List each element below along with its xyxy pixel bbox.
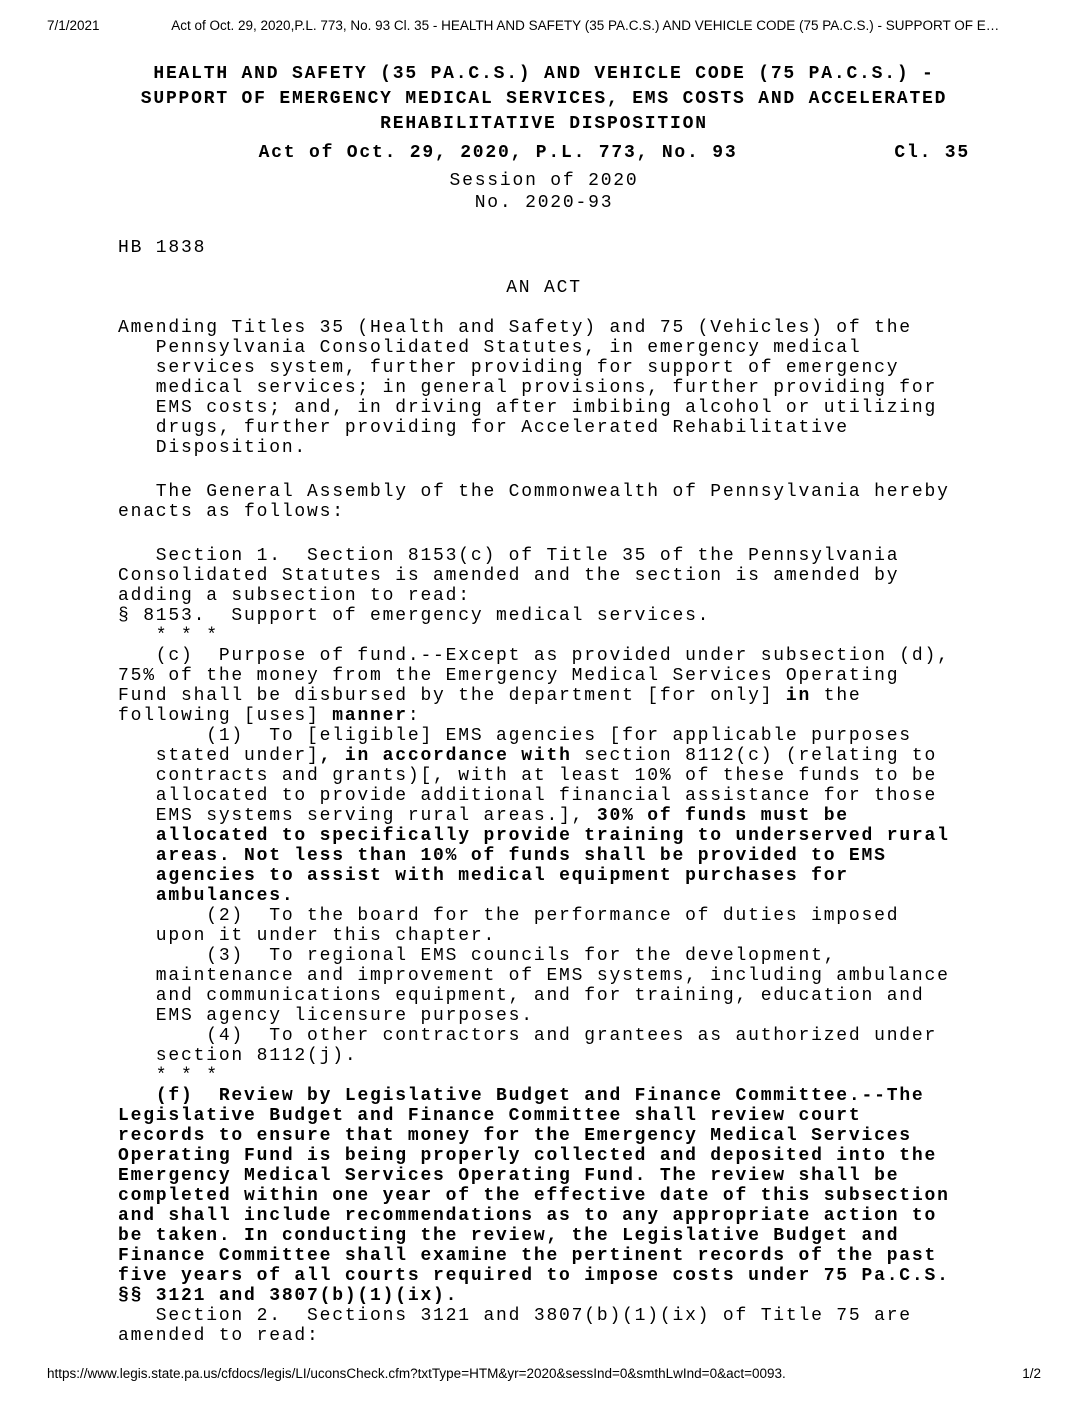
document-line: EMS costs; and, in driving after imbibing alcohol or utilizing: [118, 398, 938, 418]
act-citation-row: [118, 141, 970, 166]
document-line: Pennsylvania Consolidated Statutes, in emergency medical: [118, 338, 862, 358]
page-indicator: 1/2: [1022, 1366, 1041, 1381]
document-line: Legislative Budget and Finance Committee shall review court: [118, 1106, 862, 1126]
document-line: Finance Committee shall examine the pertinent records of the past: [118, 1246, 938, 1266]
document-line: The General Assembly of the Commonwealth of Pennsylvania hereby: [118, 482, 950, 502]
document-line: section 8112(j).: [118, 1046, 358, 1066]
blank-line: [118, 522, 970, 546]
document-line: Disposition.: [118, 438, 308, 458]
document-line: EMS agency licensure purposes.: [118, 1006, 534, 1026]
print-document-title: Act of Oct. 29, 2020,P.L. 773, No. 93 Cl. 35 - HEALTH AND SAFETY (35 PA.C.S.) AND VEHICLE CODE (75 PA.C.S.) - SUPPORT OF E…: [171, 18, 1000, 33]
document-line: Fund shall be disbursed by the department [for only] in the: [118, 686, 862, 706]
document-line: drugs, further providing for Accelerated Rehabilitative: [118, 418, 849, 438]
document-line: Amending Titles 35 (Health and Safety) and 75 (Vehicles) of the: [118, 318, 912, 338]
document-line: records to ensure that money for the Emergency Medical Services: [118, 1126, 912, 1146]
document-line: (f) Review by Legislative Budget and Finance Committee.--The: [155, 1086, 925, 1106]
session-block: [118, 170, 970, 214]
document-line: * * *: [118, 1066, 219, 1086]
document-line: Section 1. Section 8153(c) of Title 35 of the Pennsylvania: [118, 546, 900, 566]
document-line: (c) Purpose of fund.--Except as provided under subsection (d),: [118, 646, 950, 666]
document-line: medical services; in general provisions, further providing for: [118, 378, 938, 398]
print-date: 7/1/2021: [47, 18, 100, 33]
document-line: areas. Not less than 10% of funds shall be provided to EMS: [155, 846, 887, 866]
document-line: maintenance and improvement of EMS systems, including ambulance: [118, 966, 950, 986]
document-line: upon it under this chapter.: [118, 926, 497, 946]
act-title-line: REHABILITATIVE DISPOSITION: [380, 114, 708, 134]
document-line: Emergency Medical Services Operating Fund. The review shall be: [118, 1166, 900, 1186]
document-line: enacts as follows:: [118, 502, 345, 522]
document-line: (1) To [eligible] EMS agencies [for applicable purposes: [118, 726, 912, 746]
document-line: five years of all courts required to impose costs under 75 Pa.C.S.: [118, 1266, 950, 1286]
document-line: Section 2. Sections 3121 and 3807(b)(1)(ix) of Title 75 are: [118, 1306, 912, 1326]
document-line: and communications equipment, and for training, education and: [118, 986, 925, 1006]
footer-url: https://www.legis.state.pa.us/cfdocs/legis/LI/uconsCheck.cfm?txtType=HTM&yr=2020&sessInd=0&smthLwInd=0&act=0093.: [47, 1366, 786, 1381]
document-line: ambulances.: [155, 886, 295, 906]
act-title-line: SUPPORT OF EMERGENCY MEDICAL SERVICES, EMS COSTS AND ACCELERATED: [140, 89, 948, 109]
class-number: Cl. 35: [894, 143, 970, 163]
document-line: be taken. In conducting the review, the Legislative Budget and: [118, 1226, 900, 1246]
session-line: Session of 2020: [449, 171, 639, 191]
document-line: § 8153. Support of emergency medical services.: [118, 606, 711, 626]
document-line: (2) To the board for the performance of duties imposed: [118, 906, 900, 926]
session-line: No. 2020-93: [474, 193, 614, 213]
document-line: allocated to specifically provide training to underserved rural: [155, 826, 950, 846]
document-line: adding a subsection to read:: [118, 586, 471, 606]
document-line: following [uses] manner:: [118, 706, 421, 726]
document-line: Consolidated Statutes is amended and the section is amended by: [118, 566, 900, 586]
document-line: 75% of the money from the Emergency Medical Services Operating: [118, 666, 900, 686]
blank-line: [118, 458, 970, 482]
act-title-line: HEALTH AND SAFETY (35 PA.C.S.) AND VEHICLE CODE (75 PA.C.S.) -: [153, 64, 935, 84]
print-footer: [0, 1366, 1088, 1382]
document-line: contracts and grants)[, with at least 10% of these funds to be: [118, 766, 938, 786]
act-citation: Act of Oct. 29, 2020, P.L. 773, No. 93: [258, 143, 738, 163]
act-title: [118, 62, 970, 137]
document-line: §§ 3121 and 3807(b)(1)(ix).: [118, 1286, 459, 1306]
document-line: stated under], in accordance with section 8112(c) (relating to: [118, 746, 938, 766]
document-line: (4) To other contractors and grantees as authorized under: [118, 1026, 938, 1046]
document-line: allocated to provide additional financial assistance for those: [118, 786, 938, 806]
document-line: agencies to assist with medical equipment purchases for: [155, 866, 849, 886]
statute-document: [118, 0, 970, 1346]
document-line: Operating Fund is being properly collected and deposited into the: [118, 1146, 938, 1166]
document-line: completed within one year of the effective date of this subsection: [118, 1186, 950, 1206]
document-line: (3) To regional EMS councils for the development,: [118, 946, 837, 966]
document-line: and shall include recommendations as to any appropriate action to: [118, 1206, 938, 1226]
document-line: services system, further providing for support of emergency: [118, 358, 900, 378]
an-act-heading: AN ACT: [506, 278, 582, 298]
document-line: * * *: [118, 626, 219, 646]
document-line: EMS systems serving rural areas.], 30% of funds must be: [118, 806, 849, 826]
statute-body: [118, 318, 970, 1346]
document-line: amended to read:: [118, 1326, 320, 1346]
bill-number: HB 1838: [118, 238, 207, 258]
